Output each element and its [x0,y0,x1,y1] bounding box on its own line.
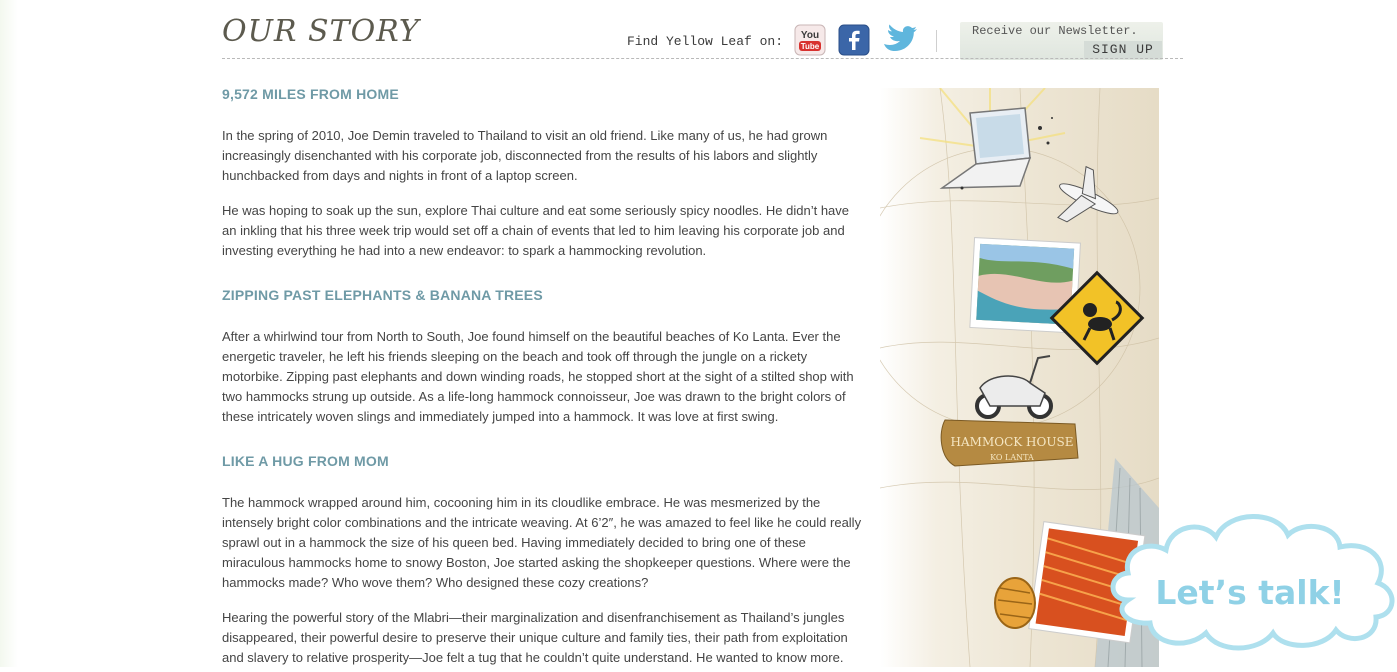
scooter-icon [977,356,1051,417]
story-paragraph: After a whirlwind tour from North to South, Joe found himself on the beautiful beaches of Ko Lanta. Ever the energetic traveler, he left his friends sleeping on the beach and took off through the jungle on a rickety motorbike. Zipping past elephants and down winding roads, he stopped short at the sight of a stilted shop with two hammocks strung up outside. As a life-long hammock connoisseur, Joe was drawn to the bright colors of these intricately woven slings and immediately jumped into a hammock. It was love at first swing. [222,329,854,424]
story-paragraph: He was hoping to soak up the sun, explore Thai culture and eat some seriously spicy noodles. He didn’t have an inkling that his three week trip would set off a chain of events that led to him leaving his corporate job and investing everything he had into a new endeavor: to spark a hammocking revolution. [222,203,850,258]
lets-talk-chat-button[interactable] [1108,505,1397,667]
facebook-icon[interactable] [838,24,870,56]
find-us-label: Find Yellow Leaf on: [627,34,784,49]
svg-text:You: You [800,30,820,41]
svg-text:Tube: Tube [800,42,820,51]
story-paragraph: Hearing the powerful story of the Mlabri—their marginalization and disenfranchisement as Thailand’s jungles disappeared, their powerful desire to preserve their unique culture and family ties, their path from exploitation and slavery to relative prosperity—Joe felt a tug that he couldn’t quite understand. He wanted to know more. [222,610,848,665]
twitter-icon[interactable] [880,24,922,56]
lets-talk-label: Let’s talk! [1155,573,1345,612]
sign-subtext: KO LANTA [990,453,1034,462]
newsletter-signup[interactable] [960,22,1163,60]
header-dashed-rule [222,58,1183,59]
section-heading: LIKE A HUG FROM MOM [222,453,389,469]
sign-text: HAMMOCK HOUSE [950,435,1074,449]
youtube-icon[interactable] [794,24,826,56]
left-edge-gradient [0,0,18,667]
laptop-icon [942,108,1030,188]
section-heading: ZIPPING PAST ELEPHANTS & BANANA TREES [222,287,543,303]
header-divider [936,30,937,52]
yarn-spool [995,578,1035,628]
airplane-icon [1047,160,1130,240]
story-paragraph: In the spring of 2010, Joe Demin traveled to Thailand to visit an old friend. Like many of us, he had grown increasingly disenchanted with his corporate job, disconnected from the results of his labors and slightly hunchbacked from days and nights in front of a laptop screen. [222,128,828,183]
page-title: OUR STORY [222,14,420,49]
story-content [222,86,862,668]
signup-button[interactable]: SIGN UP [1084,41,1162,59]
section-heading: 9,572 MILES FROM HOME [222,86,399,102]
story-paragraph: The hammock wrapped around him, cocooning him in its cloudlike embrace. He was mesmerized by the intensely bright color combinations and the intricate weaving. At 6’2″, he was amazed to feel like he could really sprawl out in a hammock the size of his queen bed. Having immediately decided to bring one of these miraculous hammocks home to snowy Boston, Joe started asking the shopkeeper questions. Where were the hammocks made? Who wove them? Who designed these cozy creations? [222,495,862,590]
hammock-house-sign [941,420,1078,466]
newsletter-label: Receive our Newsletter. [972,24,1138,38]
